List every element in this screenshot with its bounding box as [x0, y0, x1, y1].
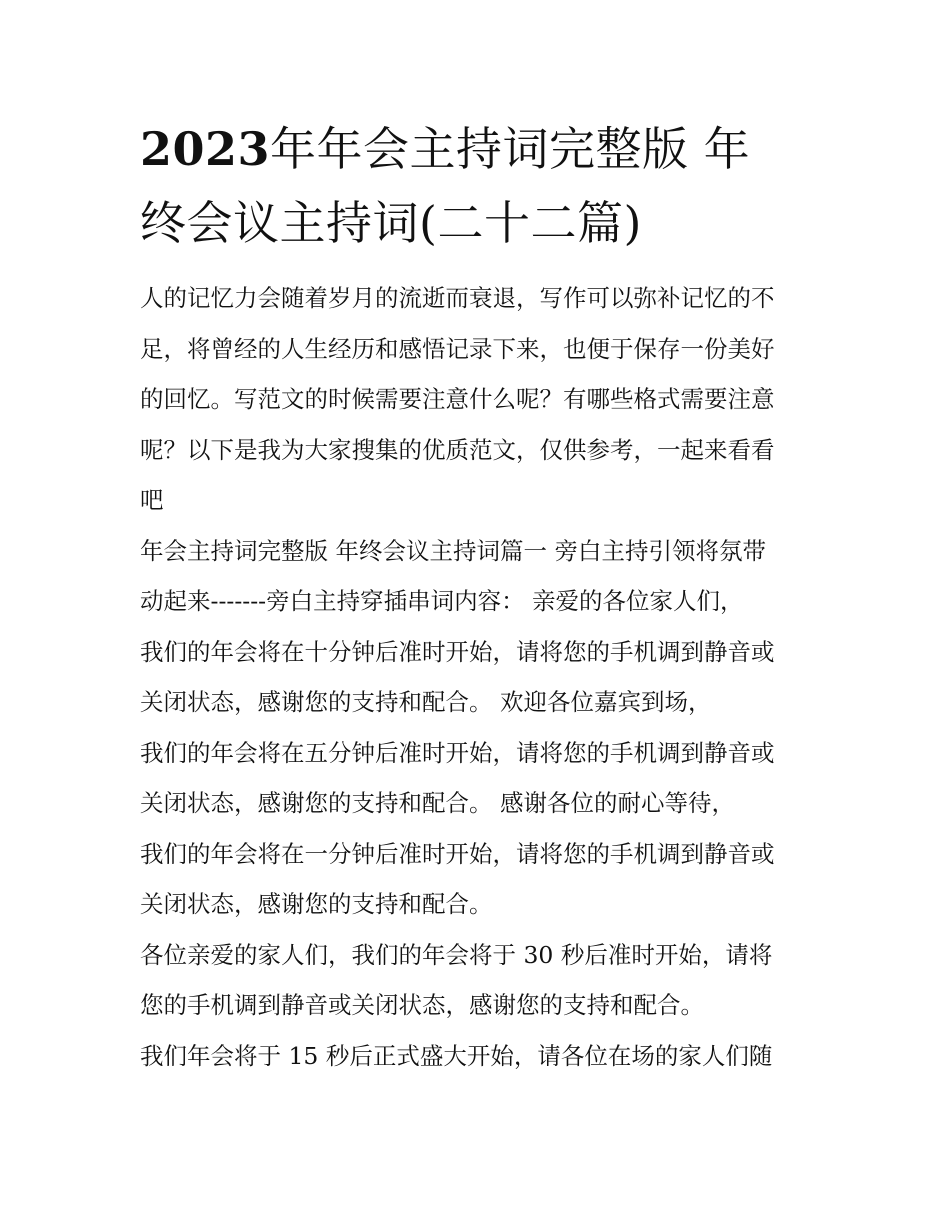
text-line: 年会主持词完整版 年终会议主持词篇一 旁白主持引领将氛带	[140, 536, 766, 565]
document-title	[140, 112, 820, 260]
text-line: 动起来-------旁白主持穿插串词内容： 亲爱的各位家人们，	[140, 587, 744, 615]
text-line: 关闭状态，感谢您的支持和配合。 欢迎各位嘉宾到场，	[140, 688, 712, 716]
text-line: 人的记忆力会随着岁月的流逝而衰退，写作可以弥补记忆的不	[140, 284, 775, 312]
text-line: 我们的年会将在十分钟后准时开始，请将您的手机调到静音或	[140, 637, 775, 666]
text-line: 各位亲爱的家人们，我们的年会将于 30 秒后准时开始，请将	[140, 940, 773, 969]
title-line-1-rest: 年年会主持词完整版 年	[270, 122, 751, 176]
document-body	[140, 273, 820, 1081]
text-line: 的回忆。写范文的时候需要注意什么呢？有哪些格式需要注意	[140, 385, 775, 413]
text-line: 我们的年会将在一分钟后准时开始，请将您的手机调到静音或	[140, 839, 775, 868]
title-line-2: 终会议主持词(二十二篇)	[140, 196, 642, 250]
text-line: 我们年会将于 15 秒后正式盛大开始，请各位在场的家人们随	[140, 1041, 773, 1070]
intro-paragraph	[140, 273, 820, 526]
title-line-1	[140, 122, 750, 176]
text-line: 呢？以下是我为大家搜集的优质范文，仅供参考，一起来看看	[140, 435, 775, 464]
text-line: 我们的年会将在五分钟后准时开始，请将您的手机调到静音或	[140, 738, 775, 767]
text-line: 您的手机调到静音或关闭状态，感谢您的支持和配合。	[140, 991, 704, 1019]
text-line: 关闭状态，感谢您的支持和配合。	[140, 890, 493, 918]
text-line: 吧	[140, 486, 164, 514]
text-line: 关闭状态，感谢您的支持和配合。 感谢各位的耐心等待，	[140, 789, 735, 817]
title-year: 2023	[140, 122, 271, 176]
text-line: 足，将曾经的人生经历和感悟记录下来，也便于保存一份美好	[140, 334, 775, 363]
main-text	[140, 526, 820, 1082]
